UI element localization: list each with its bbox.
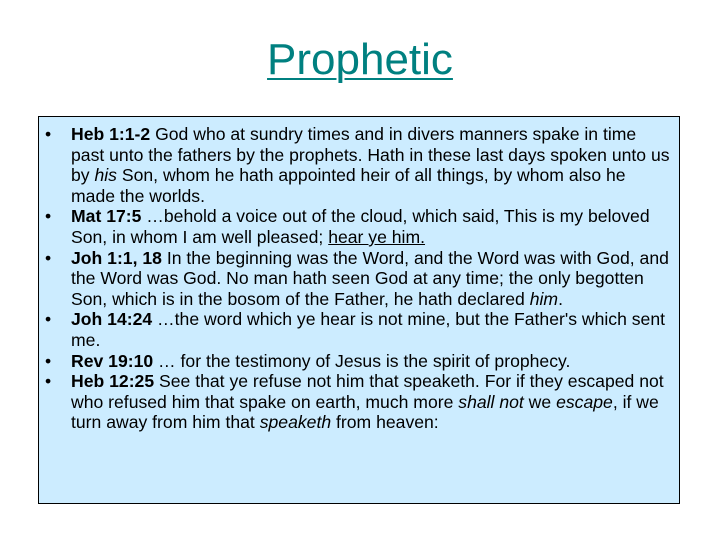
verse-item-rev-19 [45, 351, 673, 372]
verse-text: God who at sundry times and in divers manners spake in time past unto the fathers by the prophets. Hath in these last days spoken unto us by [71, 124, 670, 186]
verse-text: we [523, 391, 557, 412]
verse-text: …the word which ye hear is not mine, but the Father's which sent me. [71, 309, 666, 350]
verse-text: . [558, 288, 563, 309]
verse-text: from heaven: [331, 412, 439, 433]
bullet-icon: • [45, 371, 52, 392]
bullet-icon: • [45, 124, 52, 144]
verse-item-heb-12 [45, 371, 673, 433]
verse-text-italic: his [94, 165, 117, 186]
verse-reference: Joh 1:1, 18 [71, 247, 162, 268]
verse-reference: Rev 19:10 [71, 350, 154, 371]
verse-item-heb-1 [45, 124, 673, 206]
verse-text-italic: him [529, 288, 559, 309]
bullet-icon: • [45, 309, 52, 330]
verse-text: , if we turn away from him that [71, 391, 659, 433]
verse-text: See that ye refuse not him that speaketh. For if they escaped not who refused him that spake on earth, much more [71, 371, 664, 412]
verse-item-mat-17 [45, 206, 673, 247]
slide-title: Prophetic [267, 35, 453, 84]
verse-item-joh-1 [45, 248, 673, 310]
verse-text-underlined: hear ye him. [328, 226, 426, 247]
verse-text: Son, whom he hath appointed heir of all things, by whom also he made the worlds. [71, 165, 626, 206]
verse-reference: Joh 14:24 [71, 309, 153, 330]
bullet-icon: • [45, 247, 52, 268]
verse-list [45, 124, 673, 433]
verse-text: …behold a voice out of the cloud, which said, This is my beloved Son, in whom I am well pleased; [71, 206, 650, 247]
content-box [38, 116, 680, 504]
verse-text-italic: shall not [458, 391, 524, 412]
verse-reference: Heb 1:1-2 [71, 124, 151, 144]
bullet-icon: • [45, 350, 52, 371]
verse-text: … for the testimony of Jesus is the spirit of prophecy. [153, 350, 571, 371]
verse-text-italic: escape [556, 391, 613, 412]
verse-reference: Mat 17:5 [71, 206, 142, 227]
verse-text-italic: speaketh [259, 412, 332, 433]
bullet-icon: • [45, 206, 52, 227]
verse-text: In the beginning was the Word, and the Word was with God, and the Word was God. No man hath seen God at any time; the only begotten Son, which is in the bosom of the Father, he hath declared [71, 247, 669, 309]
verse-reference: Heb 12:25 [71, 371, 155, 392]
verse-item-joh-14 [45, 309, 673, 350]
